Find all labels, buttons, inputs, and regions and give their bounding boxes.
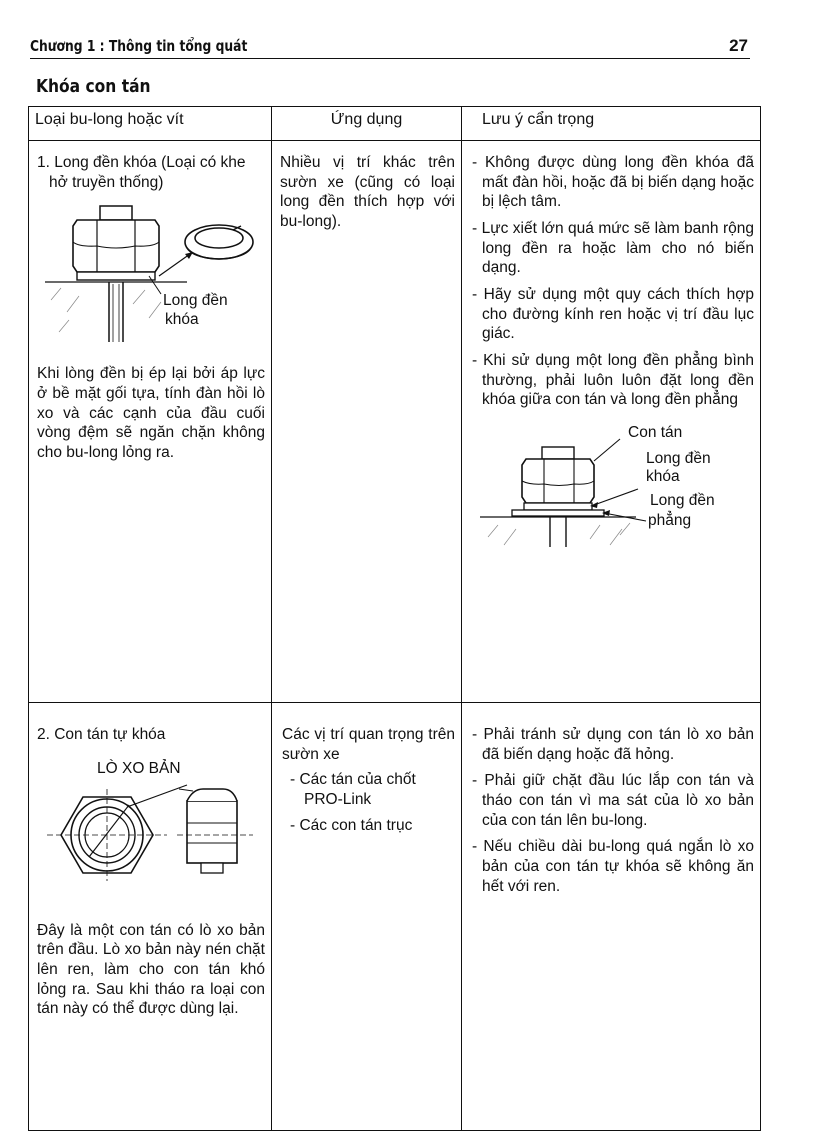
caution-note: - Phải giữ chặt đầu lúc lắp con tán và tháo con tán vì ma sát của lò xo bản của con tán lên bu-long. bbox=[472, 772, 754, 829]
fastener-table bbox=[28, 106, 761, 1131]
chapter-title: Chương 1 : Thông tin tổng quát bbox=[30, 37, 248, 55]
caution-cell bbox=[462, 141, 761, 703]
page-number: 27 bbox=[729, 36, 748, 55]
caution-note: - Phải tránh sử dụng con tán lò xo bản đã biến dạng hoặc đã hỏng. bbox=[472, 726, 754, 763]
bolt-type-cell bbox=[29, 141, 272, 703]
bolt-type-name: 2. Con tán tự khóa bbox=[37, 726, 166, 743]
column-header-application: Ứng dụng bbox=[272, 107, 462, 141]
application-item: - Các tán của chốt PRO-Link bbox=[290, 771, 416, 809]
application-text: Nhiều vị trí khác trên sườn xe (cũng có loại long đền thích hợp với bu-long). bbox=[280, 154, 455, 231]
figure-label-lock-washer-line2: khóa bbox=[165, 311, 199, 329]
bolt-type-name: 1. Long đền khóa (Loại có khe hở truyền thống) bbox=[37, 154, 246, 191]
figure-label-flat-washer-line2: phẳng bbox=[648, 512, 692, 530]
application-text: Các vị trí quan trọng trên sườn xe bbox=[282, 726, 455, 763]
application-item: - Các con tán trục bbox=[290, 816, 413, 834]
caution-note: - Lực xiết lớn quá mức sẽ làm banh rộng long đền ra hoặc làm cho nó biến dạng. bbox=[472, 220, 754, 277]
figure-label-lock-washer-line1: Long đền bbox=[646, 450, 711, 468]
figure-label-flat-washer-line1: Long đền bbox=[650, 492, 715, 510]
application-cell bbox=[272, 141, 462, 703]
figure-label-spring: LÒ XO BẢN bbox=[97, 759, 181, 777]
bolt-type-description: Khi lòng đền bị ép lại bởi áp lực ở bề mặt gối tựa, tính đàn hồi lò xo và các cạnh của đầu cuối vòng đệm sẽ ngăn chặn không cho bu-long lỏng ra. bbox=[37, 365, 265, 462]
caution-note: - Không được dùng long đền khóa đã mất đàn hồi, hoặc đã bị biến dạng hoặc bị lệch tâm. bbox=[472, 154, 754, 211]
application-cell bbox=[272, 703, 462, 1131]
caution-note: - Khi sử dụng một long đền phẳng bình thường, phải luôn luôn đặt long đền khóa giữa con tán và long đền phẳng bbox=[472, 352, 754, 409]
table-row bbox=[29, 703, 761, 1131]
bolt-type-description: Đây là một con tán có lò xo bản trên đầu. Lò xo bản này nén chặt lên ren, làm cho con tán khó lỏng ra. Sau khi tháo ra loại con tán này có thể được dùng lại. bbox=[37, 921, 265, 1018]
page-header bbox=[30, 36, 750, 59]
nut-washer-assembly-figure bbox=[470, 417, 754, 547]
self-locking-nut-figure bbox=[37, 745, 265, 885]
table-header-row bbox=[29, 107, 761, 141]
figure-label-nut: Con tán bbox=[628, 424, 683, 442]
lock-washer-figure bbox=[37, 192, 265, 342]
column-header-caution: Lưu ý cẩn trọng bbox=[462, 107, 761, 141]
section-title: Khóa con tán bbox=[36, 76, 151, 97]
caution-cell bbox=[462, 703, 761, 1131]
figure-label-lock-washer-line2: khóa bbox=[646, 468, 680, 486]
table-row bbox=[29, 141, 761, 703]
caution-note: - Hãy sử dụng một quy cách thích hợp cho đường kính ren hoặc vị trí đầu lục giác. bbox=[472, 286, 754, 343]
caution-note: - Nếu chiều dài bu-long quá ngắn lò xo bản của con tán tự khóa sẽ không ăn hết với ren. bbox=[472, 838, 754, 895]
column-header-bolt-type: Loại bu-long hoặc vít bbox=[29, 107, 272, 141]
figure-label-lock-washer-line1: Long đền bbox=[163, 292, 228, 310]
bolt-type-cell bbox=[29, 703, 272, 1131]
